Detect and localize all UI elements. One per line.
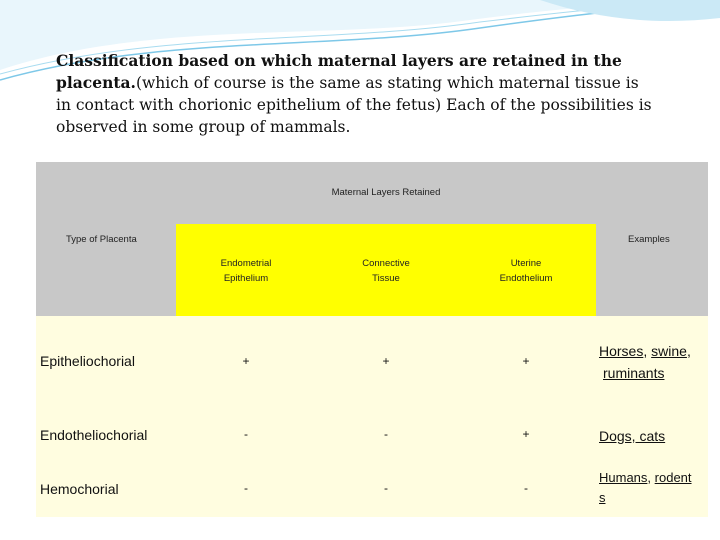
- cell-value: +: [382, 354, 390, 368]
- cell-value: -: [384, 481, 388, 495]
- cell-value: -: [244, 481, 248, 495]
- link-humans[interactable]: Humans: [599, 470, 648, 485]
- col-header-uterine: Uterine Endothelium: [499, 258, 553, 284]
- link-ruminants[interactable]: ruminants: [603, 365, 665, 381]
- link-dogs-cats[interactable]: Dogs, cats: [599, 428, 666, 444]
- link-rodents-wrap[interactable]: s: [599, 490, 606, 505]
- col-header-endometrial: Endometrial Epithelium: [220, 258, 272, 284]
- row-examples: Horses, swine, ruminants: [599, 343, 691, 381]
- link-rodents[interactable]: rodent: [654, 470, 692, 485]
- intro-paragraph: [56, 50, 656, 138]
- cell-value: -: [524, 481, 528, 495]
- cell-value: +: [522, 427, 530, 441]
- cell-value: -: [384, 427, 388, 441]
- row-type-hemochorial: Hemochorial: [40, 481, 119, 497]
- intro-rest: (which of course is the same as stating which maternal tissue is in contact with chorionic epithelium of the fetus) Each of the possibilities is observed in some group of mammals.: [56, 74, 652, 136]
- col-header-connective: Connective Tissue: [362, 258, 410, 284]
- link-swine[interactable]: swine: [651, 343, 687, 359]
- type-header: Type of Placenta: [66, 234, 137, 245]
- cell-value: -: [244, 427, 248, 441]
- table-title: Maternal Layers Retained: [331, 187, 441, 198]
- row-examples: Humans, rodent s: [599, 470, 692, 505]
- row-examples: [599, 425, 665, 447]
- examples-header: Examples: [628, 234, 670, 245]
- intro-bold: Classification based on which maternal layers are retained in the placenta.: [56, 51, 622, 92]
- link-horses[interactable]: Horses: [599, 343, 644, 359]
- cell-value: +: [522, 354, 530, 368]
- row-type-endotheliochorial: Endotheliochorial: [40, 427, 148, 443]
- cell-value: +: [242, 354, 250, 368]
- row-type-epitheliochorial: Epitheliochorial: [40, 353, 135, 369]
- placenta-table: [36, 162, 708, 517]
